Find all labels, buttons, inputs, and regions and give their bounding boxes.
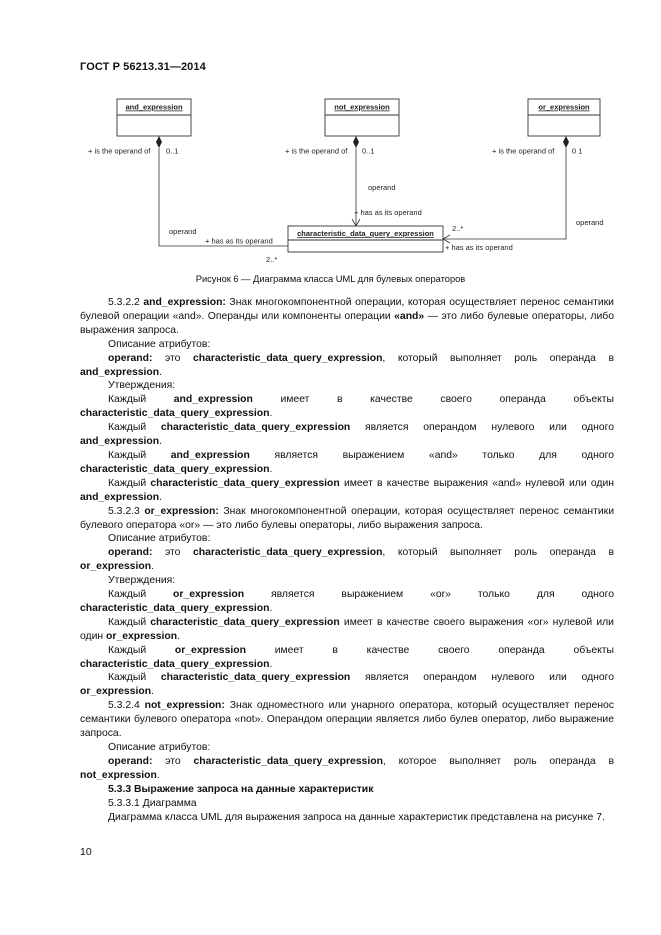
paragraph-assertions: Утверждения: <box>108 575 176 587</box>
class-name-and: and_expression <box>125 102 183 112</box>
paragraph-and-expression: 5.3.2.2 and_expression: Знак многокомпонентной операции, которая осуществляет перенос семантики булевой операции «and». Операнды или компоненты операции «and» — это либо булевые операторы, либо выражения запроса. <box>80 297 614 336</box>
label-operand-not: operand <box>368 183 396 192</box>
document-code-header: ГОСТ Р 56213.31—2014 <box>80 61 206 73</box>
uml-class-diagram <box>0 0 661 300</box>
class-name-or: or_expression <box>538 102 590 112</box>
paragraph-assertion: Каждый or_expression имеет в качестве своего операнда объекты characteristic_data_query_expression. <box>80 644 614 670</box>
paragraph-attr-desc: Описание атрибутов: <box>108 533 211 545</box>
label-many-and: 2..* <box>266 255 278 264</box>
paragraph-assertion: Каждый characteristic_data_query_expression является операндом нулевого или одного or_expression. <box>80 672 614 698</box>
label-is-operand-of-and: + is the operand of <box>88 146 151 156</box>
paragraph-assertion: Каждый or_expression является выражением «or» только для одного characteristic_data_query_expression. <box>80 589 614 614</box>
class-not-expression <box>325 99 399 136</box>
label-operand-and: operand <box>169 227 197 236</box>
paragraph-assertion: Каждый characteristic_data_query_expression является операндом нулевого или одного and_expression. <box>80 422 614 448</box>
figure-caption: Рисунок 6 — Диаграмма класса UML для булевых операторов <box>195 274 466 284</box>
paragraph-assertion: Каждый and_expression является выражением «and» только для одного characteristic_data_query_expression. <box>80 449 614 475</box>
class-name-not: not_expression <box>334 102 390 112</box>
paragraph-assertion: Каждый and_expression имеет в качестве своего операнда объекты characteristic_data_query_expression. <box>80 394 614 420</box>
subsection-heading: 5.3.3.1 Диаграмма <box>108 797 197 809</box>
label-operand-or: operand <box>576 218 604 227</box>
class-or-expression <box>528 99 600 136</box>
paragraph-attr-desc: Описание атрибутов: <box>108 338 211 350</box>
paragraph-or-expression: 5.3.2.3 or_expression: Знак многокомпонентной операции, которая осуществляет перенос семантики булевого оператора «or» — это либо булевы операторы, либо выражения запроса. <box>80 505 614 531</box>
section-heading: 5.3.3 Выражение запроса на данные характеристик <box>108 783 374 795</box>
paragraph-assertion: Каждый characteristic_data_query_expression имеет в качестве своего выражения «or» нулевой или один or_expression. <box>80 616 614 642</box>
class-characteristic-data-query-expression <box>288 226 443 252</box>
class-and-expression <box>117 99 191 136</box>
label-multiplicity-or: 0 1 <box>572 146 583 156</box>
label-multiplicity-and: 0..1 <box>166 146 179 156</box>
paragraph-diagram-ref: Диаграмма класса UML для выражения запроса на данные характеристик представлена на рисунке 7. <box>108 811 605 823</box>
document-body <box>80 296 614 824</box>
label-multiplicity-not: 0..1 <box>362 146 375 156</box>
paragraph-attr-desc: Описание атрибутов: <box>108 742 211 753</box>
paragraph-operand-not: operand: это characteristic_data_query_expression, которое выполняет роль операнда в not_expression. <box>80 755 614 781</box>
label-has-operand-not: + has as its operand <box>354 208 422 217</box>
label-is-operand-of-or: + is the operand of <box>492 146 555 156</box>
paragraph-not-expression: 5.3.2.4 not_expression: Знак одноместного или унарного оператора, который осуществляет перенос семантики булевого оператора «not». Операндом операции является либо булев оператор, либо выражение запроса. <box>80 700 614 740</box>
label-many-or: 2..* <box>452 224 464 233</box>
class-name-center: characteristic_data_query_expression <box>297 229 434 238</box>
paragraph-assertion: Каждый characteristic_data_query_expression имеет в качестве выражения «and» нулевой или один and_expression. <box>80 477 614 503</box>
label-has-operand-and: + has as its operand <box>205 236 273 246</box>
page-number: 10 <box>80 846 92 858</box>
paragraph-assertions: Утверждения: <box>108 380 176 392</box>
paragraph-operand-or: operand: это characteristic_data_query_expression, который выполняет роль операнда в or_expression. <box>80 547 614 573</box>
paragraph-operand-and: operand: это characteristic_data_query_expression, который выполняет роль операнда в and_expression. <box>80 352 614 378</box>
label-has-operand-or: + has as its operand <box>445 243 513 252</box>
label-is-operand-of-not: + is the operand of <box>285 146 348 156</box>
